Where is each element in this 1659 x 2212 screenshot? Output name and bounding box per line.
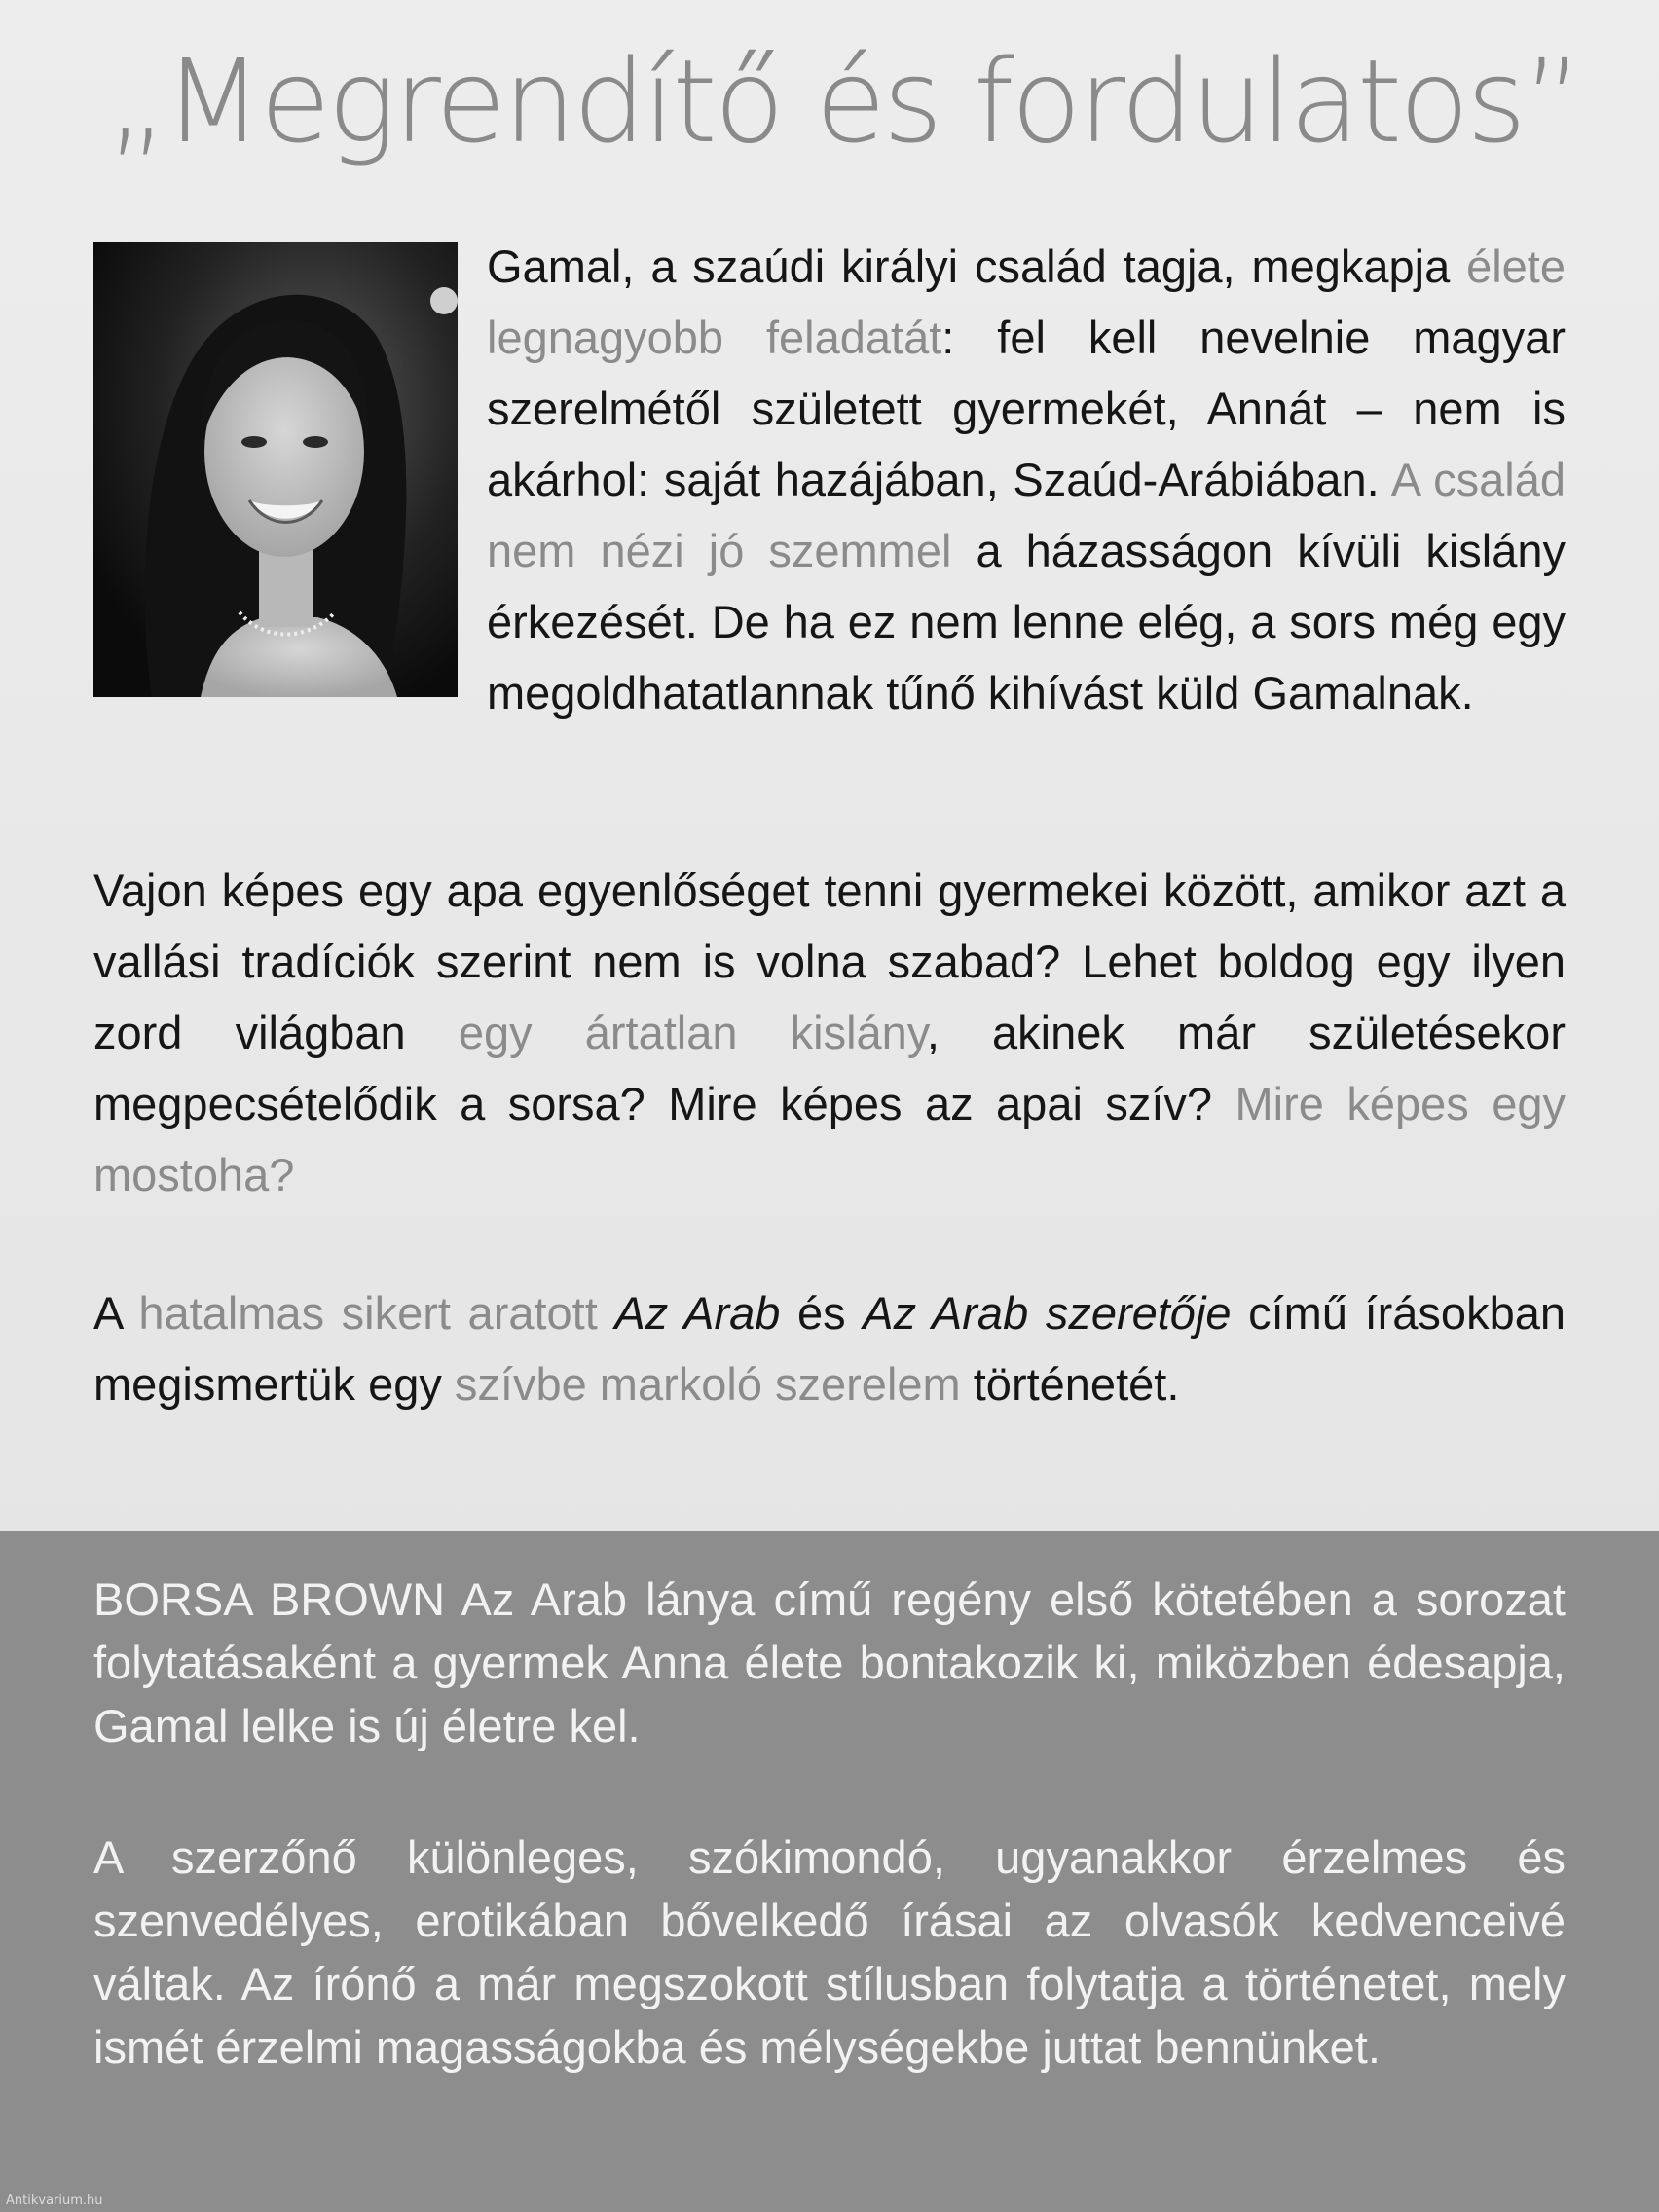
headline-quote: „Megrendítő és fordulatos” [107, 34, 1580, 168]
intro-highlight-1: élete legnagyobb feladatát [487, 240, 1566, 363]
series-text-4: című írásokban megismertük egy [93, 1287, 1566, 1410]
intro-highlight-2: A család nem nézi jó szemmel [487, 454, 1566, 576]
series-text-1: A [93, 1287, 139, 1339]
series-text-3: és [780, 1287, 864, 1339]
band-paragraph-2: A szerzőnő különleges, szókimondó, ugyanakkor érzelmes és szenvedélyes, erotikában bővelkedő írásai az olvasók kedvenceivé váltak. Az írónő a már megszokott stílusban folytatja a történetet, mely ismét érzelmi magasságokba és mélységekbe juttat bennünket. [93, 1831, 1566, 2073]
question-paragraph [93, 855, 1566, 1210]
question-text-2: , akinek már születésekor megpecsételődik a sorsa? Mire képes az apai szív? [93, 1007, 1566, 1129]
intro-section [93, 231, 1566, 728]
intro-text-2: : fel kell nevelnie magyar szerelmétől született gyermekét, Annát – nem is akárhol: saját hazájában, Szaúd-Arábiában. [487, 312, 1566, 505]
series-highlight-1: hatalmas sikert aratott [138, 1287, 598, 1339]
author-portrait-illustration [93, 242, 458, 697]
series-text-2 [598, 1287, 615, 1339]
intro-text-3: a házasságon kívüli kislány érkezését. De ha ez nem lenne elég, a sors még egy megoldhatatlannak tűnő kihívást küld Gamalnak. [487, 525, 1566, 719]
book-title-1: Az Arab [614, 1287, 781, 1339]
band-paragraph-1: BORSA BROWN Az Arab lánya című regény első kötetében a sorozat folytatásaként a gyermek Anna élete bontakozik ki, miközben édesapja, Gamal lelke is új életre kel. [93, 1573, 1566, 1751]
author-photo [93, 242, 458, 697]
intro-text-1: Gamal, a szaúdi királyi család tagja, megkapja [487, 240, 1467, 292]
question-highlight-1: egy ártatlan kislány [458, 1007, 927, 1058]
series-text-5: történetét. [960, 1358, 1180, 1410]
watermark-text: Antikvarium.hu [6, 2194, 103, 2208]
series-highlight-2: szívbe markoló szerelem [454, 1358, 961, 1410]
series-paragraph [93, 1277, 1566, 1419]
book-title-2: Az Arab szeretője [863, 1287, 1232, 1339]
question-highlight-2: Mire képes egy mostoha? [93, 1078, 1566, 1200]
question-text-1: Vajon képes egy apa egyenlőséget tenni gyermekei között, amikor azt a vallási tradíciók szerint nem is volna szabad? Lehet boldog egy ilyen zord világban [93, 865, 1566, 1058]
